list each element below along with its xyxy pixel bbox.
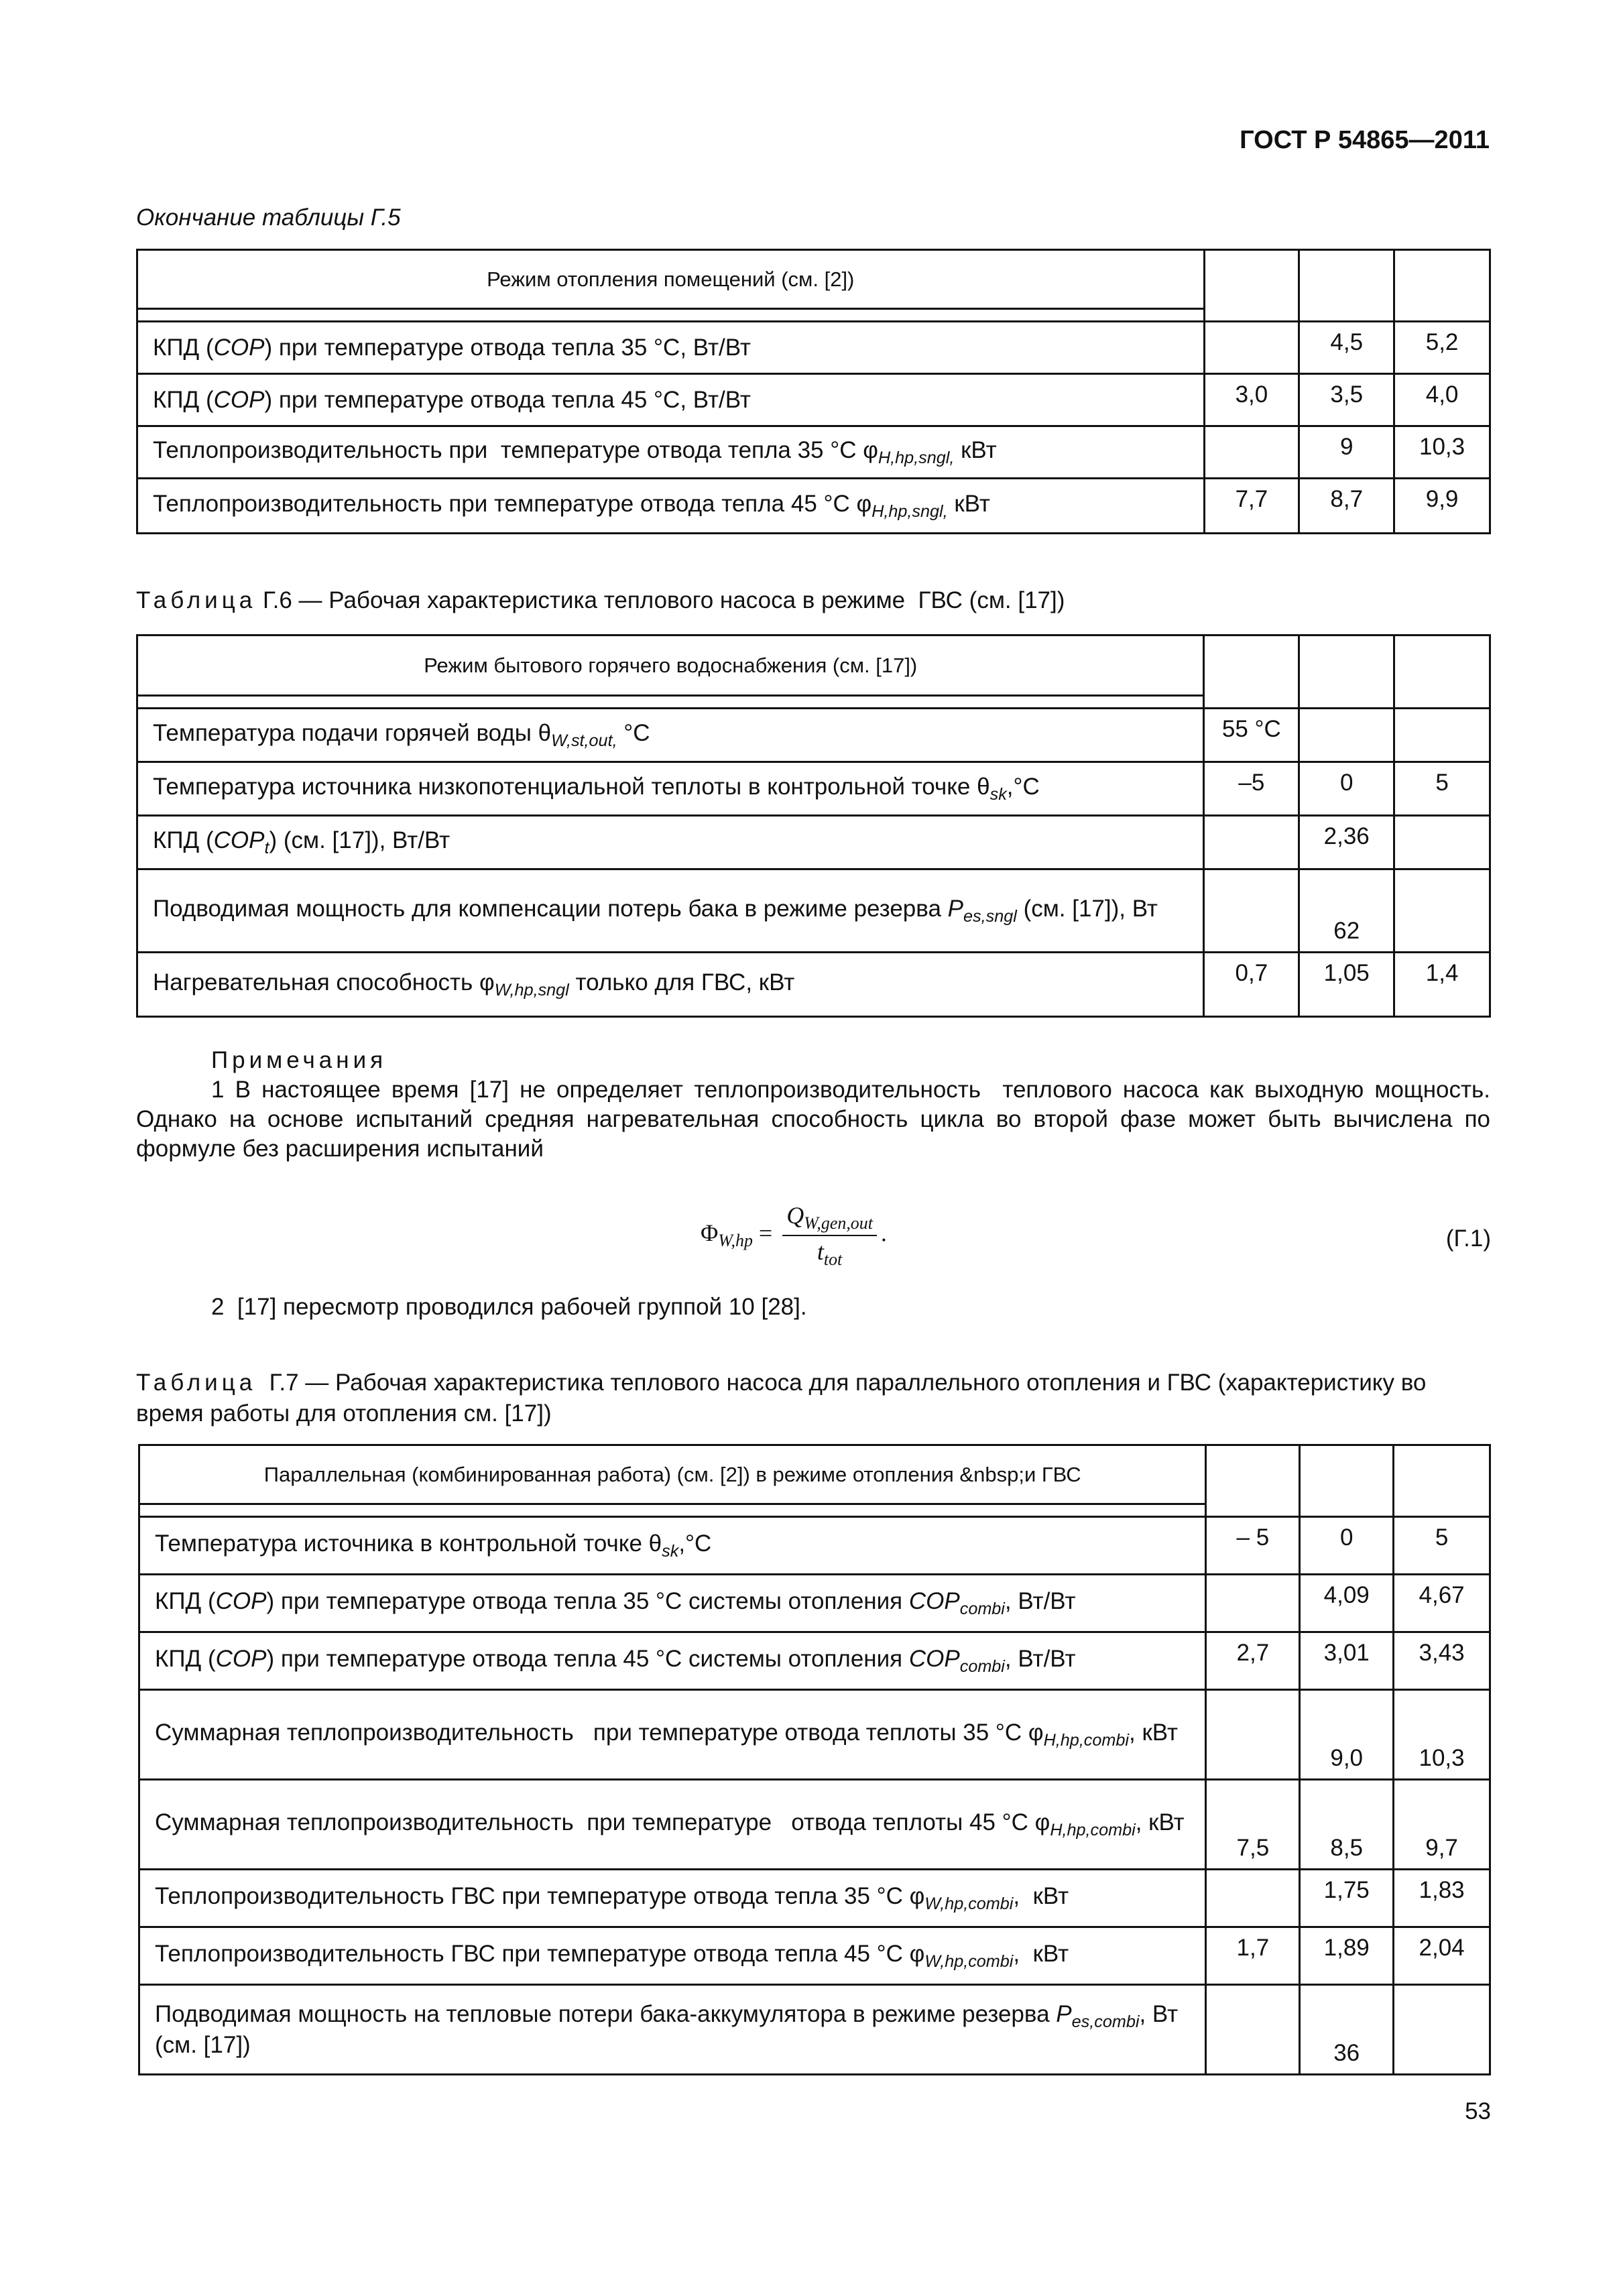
value-cell-c1: 0,7 bbox=[1204, 953, 1299, 1017]
value-cell-c1 bbox=[1204, 426, 1299, 479]
table-g5-caption: Окончание таблицы Г.5 bbox=[136, 204, 401, 231]
value-cell-c3 bbox=[1394, 869, 1490, 953]
value-cell-c3: 9,7 bbox=[1394, 1780, 1490, 1870]
table-g7-row bbox=[139, 1927, 1490, 1985]
formula-lhs: $\Phi_{W,hp}$ bbox=[701, 1219, 753, 1251]
value-cell-c3: 9,9 bbox=[1394, 479, 1490, 534]
value-cell-c2: 2,36 bbox=[1299, 816, 1394, 869]
value-cell-c2: 4,5 bbox=[1299, 322, 1394, 374]
formula-g1: $\Phi_{W,hp}$ = $\frac{Q_{W,gen,out}}{t_{tot}}$ . bbox=[701, 1202, 887, 1270]
value-cell-c3: 4,0 bbox=[1394, 374, 1490, 426]
value-cell-c1: 7,5 bbox=[1206, 1780, 1300, 1870]
table-g5-body bbox=[137, 322, 1490, 534]
row-label: Нагревательная способность $\varphi_{W,hp,sngl}$ только для ГВС, кВт bbox=[137, 953, 1204, 1017]
value-cell-c3: 4,67 bbox=[1394, 1575, 1490, 1632]
table-g7-caption: Таблица Г.7 — Рабочая характеристика теплового насоса для параллельного отопления и ГВС (характеристику во время работы для отопления см. [17]) bbox=[136, 1370, 1427, 1427]
table-g5-heading: Режим отопления помещений (см. [2]) bbox=[137, 250, 1205, 309]
table-g6-row bbox=[137, 709, 1490, 762]
standard-designation: ГОСТ Р 54865—2011 bbox=[1240, 126, 1490, 154]
value-cell-c3: 2,04 bbox=[1394, 1927, 1490, 1985]
value-cell-c1 bbox=[1206, 1690, 1300, 1780]
value-cell-c2: 3,5 bbox=[1299, 374, 1394, 426]
value-cell-c3: 10,3 bbox=[1394, 1690, 1490, 1780]
value-cell-c1 bbox=[1206, 1575, 1300, 1632]
notes-title: Примечания bbox=[211, 1047, 387, 1073]
table-g6-row bbox=[137, 816, 1490, 869]
value-cell-c2: 3,01 bbox=[1300, 1632, 1394, 1690]
value-cell-c2: 9 bbox=[1299, 426, 1394, 479]
value-cell-c3: 1,83 bbox=[1394, 1870, 1490, 1927]
table-g7-row bbox=[139, 1632, 1490, 1690]
note-1: 1 В настоящее время [17] не определяет теплопроизводительность теплового насоса как выходную мощность. Однако на основе испытаний средняя нагревательная способность цикла во второй фазе может быть вычислена по формуле без расширения испытаний bbox=[136, 1077, 1490, 1162]
value-cell-c3: 5,2 bbox=[1394, 322, 1490, 374]
table-g5-row bbox=[137, 374, 1490, 426]
value-cell-c2 bbox=[1299, 709, 1394, 762]
value-cell-c1: –5 bbox=[1204, 762, 1299, 816]
table-g7-heading: Параллельная (комбинированная работа) (см. [2]) в режиме отопления &nbsp;и ГВС bbox=[139, 1445, 1206, 1504]
table-g6-heading: Режим бытового горячего водоснабжения (см. [17]) bbox=[137, 636, 1204, 696]
value-cell-c1: 2,7 bbox=[1206, 1632, 1300, 1690]
row-label: Температура источника в контрольной точке $\theta_{sk},^\circ С$ bbox=[139, 1517, 1206, 1575]
table-g6-row bbox=[137, 869, 1490, 953]
value-cell-c2: 8,7 bbox=[1299, 479, 1394, 534]
value-cell-c2: 9,0 bbox=[1300, 1690, 1394, 1780]
row-label: Температура подачи горячей воды $\theta_{W,st,out,}$ °С bbox=[137, 709, 1204, 762]
row-label: Теплопроизводительность при температуре отвода тепла 45 °С $\varphi_{H,hp,sngl,}$ кВт bbox=[137, 479, 1205, 534]
table-g5-row bbox=[137, 322, 1490, 374]
table-g6 bbox=[136, 634, 1491, 1018]
row-label: Подводимая мощность для компенсации потерь бака в режиме резерва $P_{es,sngl}$ (см. [17]), Вт bbox=[137, 869, 1204, 953]
notes bbox=[136, 1046, 1490, 1164]
table-g6-caption: Таблица Г.6 — Рабочая характеристика теплового насоса в режиме ГВС (см. [17]) bbox=[136, 587, 1065, 613]
row-label: Суммарная теплопроизводительность при температуре отвода теплоты 35 °С $\varphi_{H,hp,combi}$, кВт bbox=[139, 1690, 1206, 1780]
row-label: КПД (COP) при температуре отвода тепла 35 °С системы отопления $COP_{combi}$, Вт/Вт bbox=[139, 1575, 1206, 1632]
row-label: Температура источника низкопотенциальной теплоты в контрольной точке $\theta_{sk},^\circ С$ bbox=[137, 762, 1204, 816]
value-cell-c3 bbox=[1394, 816, 1490, 869]
value-cell-c2: 0 bbox=[1300, 1517, 1394, 1575]
value-cell-c1 bbox=[1204, 322, 1299, 374]
row-label: Теплопроизводительность ГВС при температуре отвода тепла 45 °С $\varphi_{W,hp,combi}$, кВт bbox=[139, 1927, 1206, 1985]
table-g7-row bbox=[139, 1870, 1490, 1927]
table-g7-row bbox=[139, 1575, 1490, 1632]
table-g5-row bbox=[137, 426, 1490, 479]
note-2: 2 [17] пересмотр проводился рабочей группой 10 [28]. bbox=[211, 1294, 807, 1320]
value-cell-c3: 1,4 bbox=[1394, 953, 1490, 1017]
row-label: КПД (COP) при температуре отвода тепла 45 °С системы отопления $COP_{combi}$, Вт/Вт bbox=[139, 1632, 1206, 1690]
value-cell-c3 bbox=[1394, 1985, 1490, 2075]
value-cell-c2: 0 bbox=[1299, 762, 1394, 816]
row-label: Подводимая мощность на тепловые потери бака-аккумулятора в режиме резерва $P_{es,combi}$, Вт (см. [17]) bbox=[139, 1985, 1206, 2075]
value-cell-c1: 1,7 bbox=[1206, 1927, 1300, 1985]
formula-number: (Г.1) bbox=[1445, 1225, 1491, 1252]
value-cell-c1 bbox=[1204, 816, 1299, 869]
value-cell-c2: 1,75 bbox=[1300, 1870, 1394, 1927]
value-cell-c2: 62 bbox=[1299, 869, 1394, 953]
value-cell-c2: 8,5 bbox=[1300, 1780, 1394, 1870]
table-g7-row bbox=[139, 1985, 1490, 2075]
value-cell-c1: 3,0 bbox=[1204, 374, 1299, 426]
table-g7-row bbox=[139, 1690, 1490, 1780]
value-cell-c1 bbox=[1206, 1870, 1300, 1927]
table-g6-body bbox=[137, 709, 1490, 1017]
value-cell-c2: 36 bbox=[1300, 1985, 1394, 2075]
table-g6-row bbox=[137, 762, 1490, 816]
value-cell-c3 bbox=[1394, 709, 1490, 762]
value-cell-c1: 7,7 bbox=[1204, 479, 1299, 534]
table-g7-body bbox=[139, 1517, 1490, 2075]
formula-fraction: $\frac{Q_{W,gen,out}}{t_{tot}}$ bbox=[782, 1201, 877, 1270]
value-cell-c1 bbox=[1204, 869, 1299, 953]
table-g6-row bbox=[137, 953, 1490, 1017]
table-g5-row bbox=[137, 479, 1490, 534]
row-label: Теплопроизводительность при температуре отвода тепла 35 °С $\varphi_{H,hp,sngl,}$ кВт bbox=[137, 426, 1205, 479]
value-cell-c3: 3,43 bbox=[1394, 1632, 1490, 1690]
row-label: КПД $(COP_t)$ (см. [17]), Вт/Вт bbox=[137, 816, 1204, 869]
value-cell-c2: 1,89 bbox=[1300, 1927, 1394, 1985]
row-label: КПД (COP) при температуре отвода тепла 45 °С, Вт/Вт bbox=[137, 374, 1205, 426]
value-cell-c1: 55 °С bbox=[1204, 709, 1299, 762]
value-cell-c3: 10,3 bbox=[1394, 426, 1490, 479]
value-cell-c2: 1,05 bbox=[1299, 953, 1394, 1017]
value-cell-c3: 5 bbox=[1394, 762, 1490, 816]
table-g7-row bbox=[139, 1517, 1490, 1575]
value-cell-c1 bbox=[1206, 1985, 1300, 2075]
value-cell-c2: 4,09 bbox=[1300, 1575, 1394, 1632]
value-cell-c3: 5 bbox=[1394, 1517, 1490, 1575]
row-label: КПД (COP) при температуре отвода тепла 35 °С, Вт/Вт bbox=[137, 322, 1205, 374]
value-cell-c1: – 5 bbox=[1206, 1517, 1300, 1575]
row-label: Суммарная теплопроизводительность при температуре отвода теплоты 45 °С $\varphi_{H,hp,combi}$, кВт bbox=[139, 1780, 1206, 1870]
row-label: Теплопроизводительность ГВС при температуре отвода тепла 35 °С $\varphi_{W,hp,combi}$, кВт bbox=[139, 1870, 1206, 1927]
table-g5 bbox=[136, 249, 1491, 534]
table-g7-row bbox=[139, 1780, 1490, 1870]
page-number: 53 bbox=[1465, 2098, 1491, 2124]
table-g7 bbox=[138, 1444, 1491, 2075]
